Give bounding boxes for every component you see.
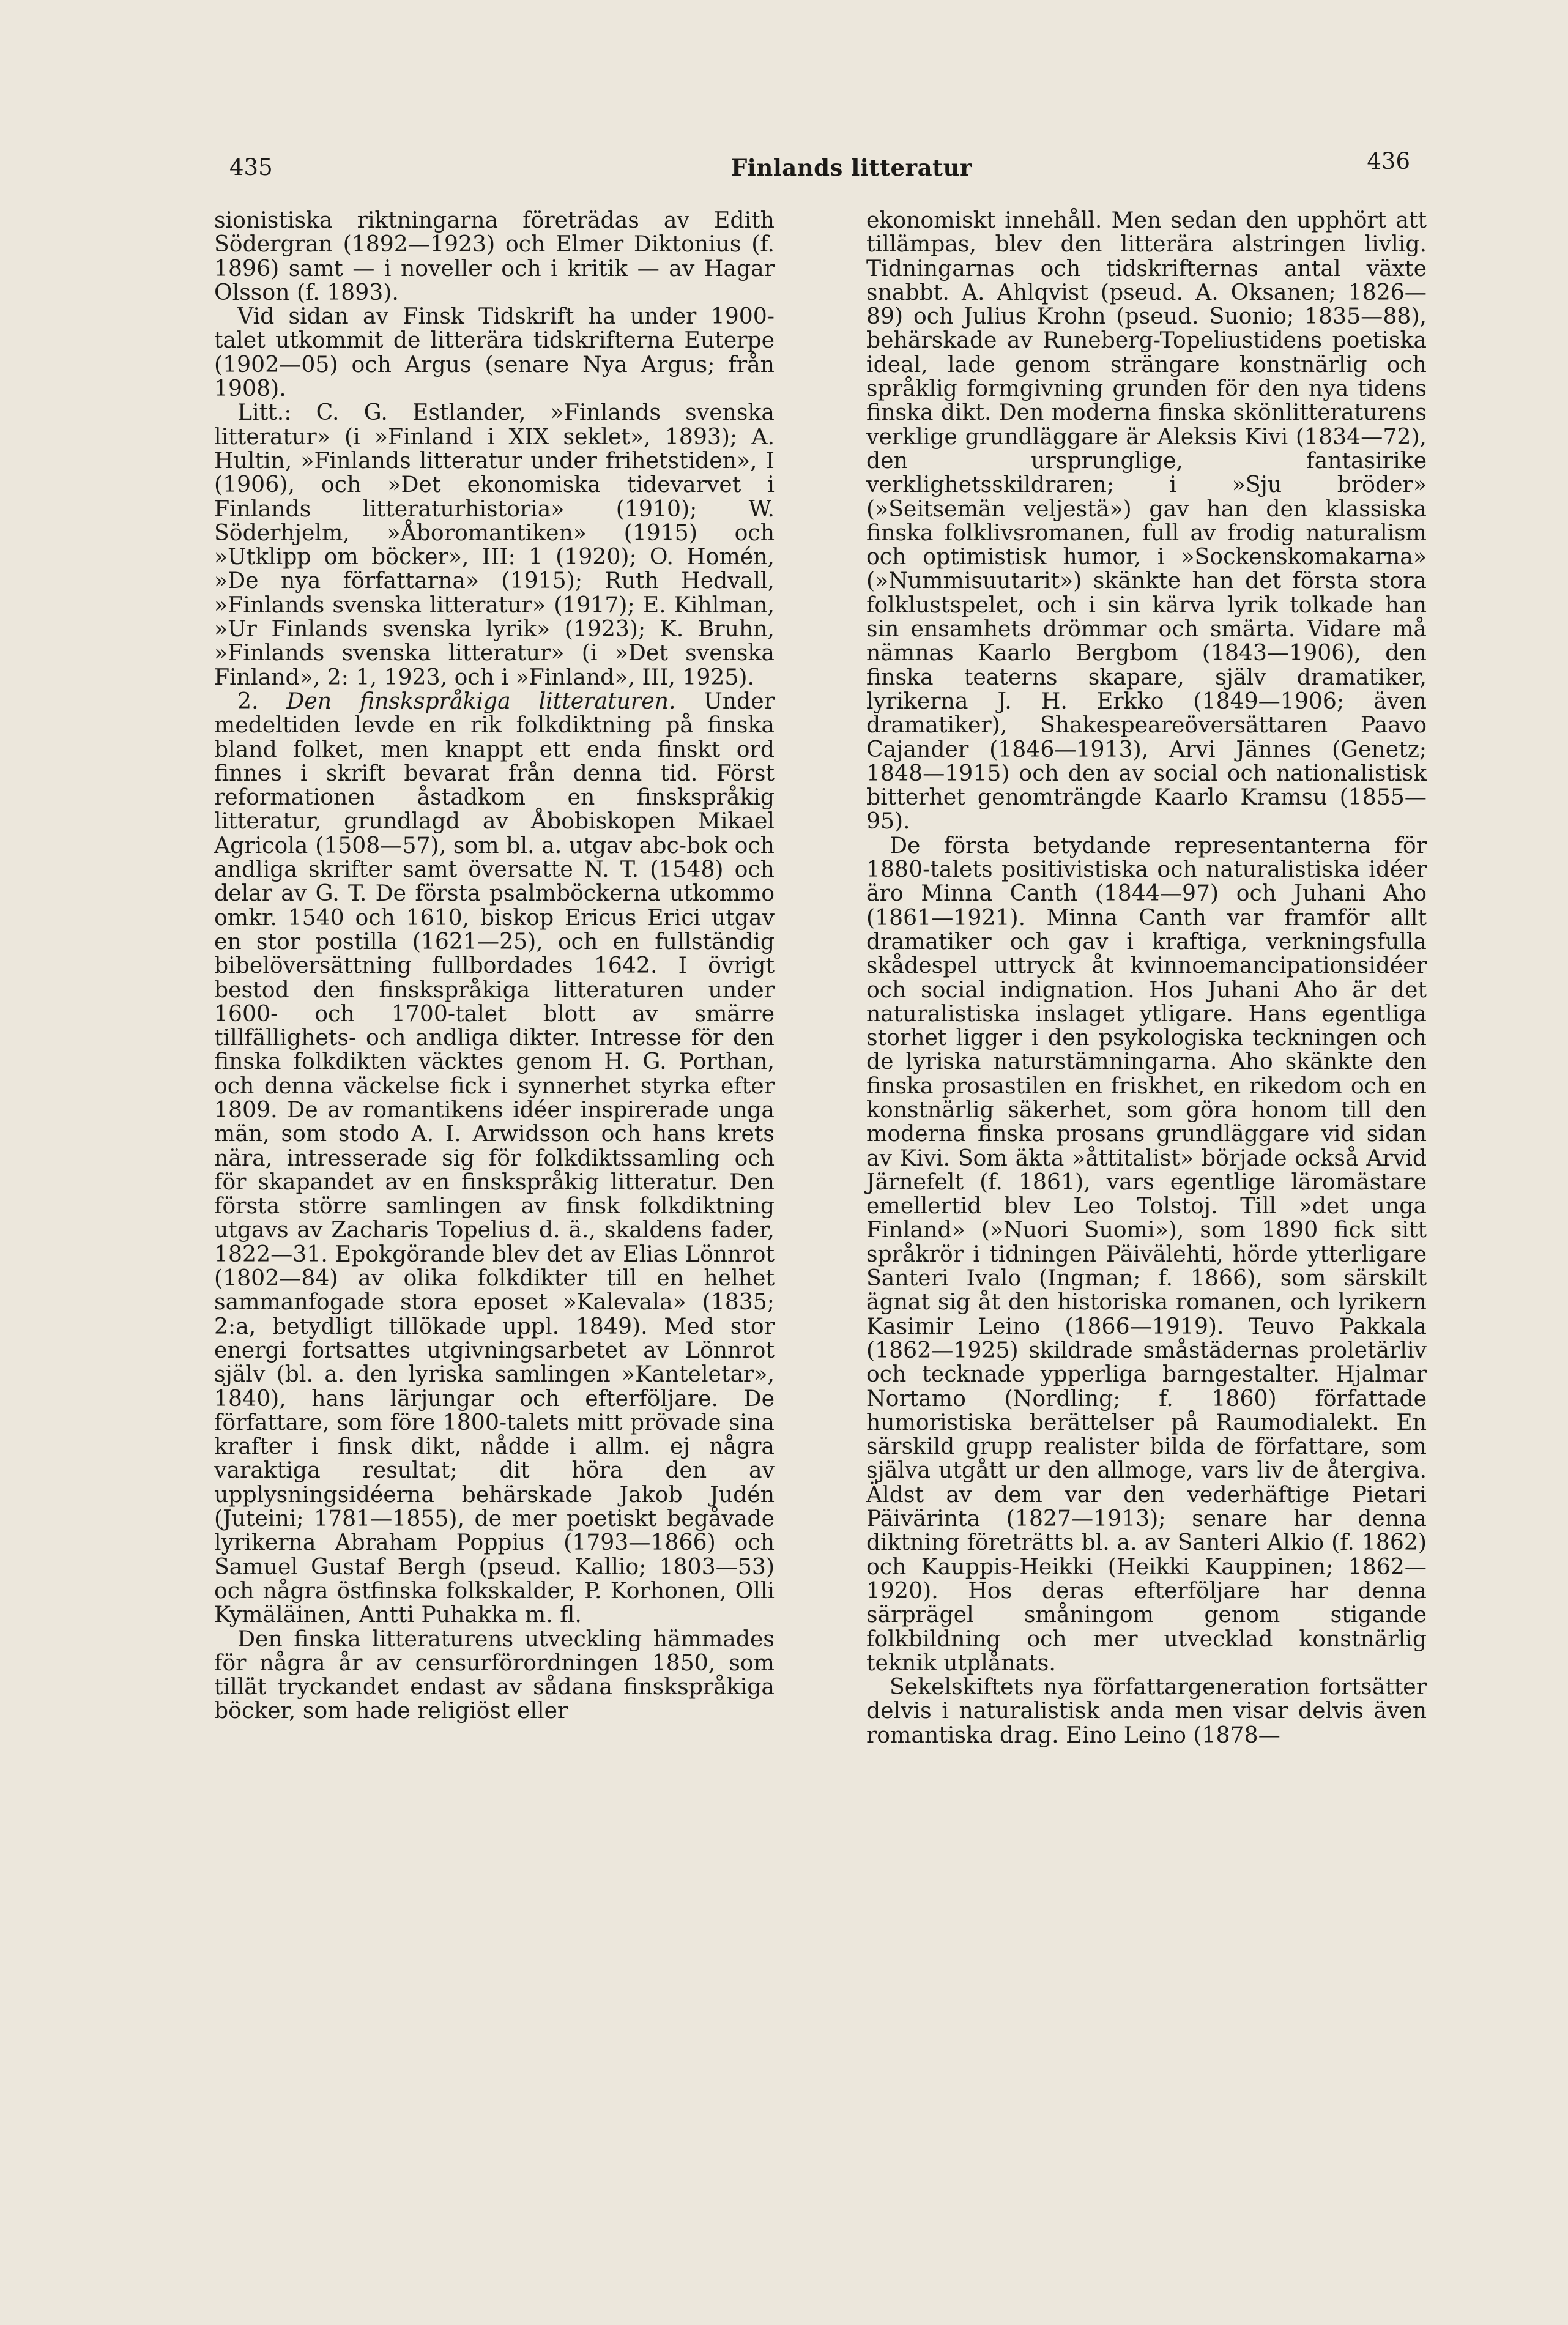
left-column <box>214 208 775 1723</box>
right-column <box>866 208 1427 1747</box>
right-page-number: 436 <box>1367 148 1410 174</box>
paragraph-right-2: De första betydande representanterna för 1880-talets positivistiska och naturalistiska idéer äro Minna Canth (1844—97) och Juhani Aho (1861—1921). Minna Canth var framför allt dramatiker och gav i kraftiga, verkningsfulla skådespel uttryck åt kvinnoemancipationsidéer och social indignation. Hos Juhani Aho är det naturalistiska inslaget ytligare. Hans egentliga storhet ligger i den psykologiska teckningen och de lyriska naturstämningarna. Aho skänkte den finska prosastilen en friskhet, en rikedom och en konstnärlig säkerhet, som göra honom till den moderna finska prosans grundläggare vid sidan av Kivi. Som äkta »åttitalist» började också Arvid Järnefelt (f. 1861), vars egentlige läromästare emellertid blev Leo Tolstoj. Till »det unga Finland» (»Nuori Suomi»), som 1890 fick sitt språkrör i tidningen Päivälehti, hörde ytterligare Santeri Ivalo (Ingman; f. 1866), som särskilt ägnat sig åt den historiska romanen, och lyrikern Kasimir Leino (1866—1919). Teuvo Pakkala (1862—1925) skildrade småstädernas proletärliv och tecknade ypperliga barngestalter. Hjalmar Nortamo (Nordling; f. 1860) författade humoristiska berättelser på Raumodialekt. En särskild grupp realister bilda de författare, som själva utgått ur den allmoge, vars liv de återgiva. Äldst av dem var den vederhäftige Pietari Päivärinta (1827—1913); senare har denna diktning företrätts bl. a. av Santeri Alkio (f. 1862) och Kauppis-Heikki (Heikki Kauppinen; 1862—1920). Hos deras efterföljare har denna särprägel småningom genom stigande folkbildning och mer utvecklad konstnärlig teknik utplånats. <box>866 831 1427 1676</box>
paragraph-left-literature: Litt.: C. G. Estlander, »Finlands svenska litteratur» (i »Finland i XIX seklet», 1893); A. Hultin, »Finlands litteratur under frihetstiden», I (1906), och »Det ekonomiska tidevarvet i Finlands litteraturhistoria» (1910); W. Söderhjelm, »Åboromantiken» (1915) och »Utklipp om böcker», III: 1 (1920); O. Homén, »De nya författarna» (1915); Ruth Hedvall, »Finlands svenska litteratur» (1917); E. Kihlman, »Ur Finlands svenska lyrik» (1923); K. Bruhn, »Finlands svenska litteratur» (i »Det svenska Finland», 2: 1, 1923, och i »Finland», III, 1925). <box>214 399 775 690</box>
paragraph-left-2: Vid sidan av Finsk Tidskrift ha under 1900-talet utkommit de litterära tidskrifterna Euterpe (1902—05) och Argus (senare Nya Argus; från 1908). <box>214 303 775 402</box>
running-title: Finlands litteratur <box>731 154 973 181</box>
left-page-number: 435 <box>229 154 273 180</box>
section-text: Under medeltiden levde en rik folkdiktning på finska bland folket, men knappt ett enda finskt ord finnes i skrift bevarat från denna tid. Först reformationen åstadkom en finskspråkig litteratur, grundlagd av Åbobiskopen Mikael Agricola (1508—57), som bl. a. utgav abc-bok och andliga skrifter samt översatte N. T. (1548) och delar av G. T. De första psalmböckerna utkommo omkr. 1540 och 1610, biskop Ericus Erici utgav en stor postilla (1621—25), och en fullständig bibelöversättning fullbordades 1642. I övrigt bestod den finskspråkiga litteraturen under 1600- och 1700-talet blott av smärre tillfällighets- och andliga dikter. Intresse för den finska folkdikten väcktes genom H. G. Porthan, och denna väckelse fick i synnerhet styrka efter 1809. De av romantikens idéer inspirerade unga män, som stodo A. I. Arwidsson och hans krets nära, intresserade sig för folkdiktssamling och för skapandet av en finskspråkig litteratur. Den första större samlingen av finsk folkdiktning utgavs av Zacharis Topelius d. ä., skaldens fader, 1822—31. Epokgörande blev det av Elias Lönnrot (1802—84) av olika folkdikter till en helhet sammanfogade stora eposet »Kalevala» (1835; 2:a, betydligt tillökade uppl. 1849). Med stor energi fortsattes utgivningsarbetet av Lönnrot själv (bl. a. den lyriska samlingen »Kanteletar», 1840), hans lärjungar och efterföljare. De författare, som före 1800-talets mitt prövade sina krafter i finsk dikt, nådde i allm. ej några varaktiga resultat; dit höra den av upplysningsidéerna behärskade Jakob Judén (Juteini; 1781—1855), de mer poetiskt begåvade lyrikerna Abraham Poppius (1793—1866) och Samuel Gustaf Bergh (pseud. Kallio; 1803—53) och några östfinska folkskalder, P. Korhonen, Olli Kymäläinen, Antti Puhakka m. fl. <box>214 687 775 1628</box>
paragraph-right-3: Sekelskiftets nya författargeneration fortsätter delvis i naturalistisk anda men visar delvis även romantiska drag. Eino Leino (1878— <box>866 1673 1427 1748</box>
page-header <box>229 148 1410 188</box>
section-number: 2. <box>237 687 259 714</box>
paragraph-left-5: Den finska litteraturens utveckling hämmades för några år av censurförordningen 1850, som tillät tryckandet endast av sådana finskspråkiga böcker, som hade religiöst eller <box>214 1625 775 1724</box>
paragraph-right-1: ekonomiskt innehåll. Men sedan den upphört att tillämpas, blev den litterära alstringen livlig. Tidningarnas och tidskrifternas antal växte snabbt. A. Ahlqvist (pseud. A. Oksanen; 1826—89) och Julius Krohn (pseud. Suonio; 1835—88), behärskade av Runeberg-Topeliustidens poetiska ideal, lade genom strängare konstnärlig och språklig formgivning grunden för den nya tidens finska dikt. Den moderna finska skönlitteraturens verklige grundläggare är Aleksis Kivi (1834—72), den ursprunglige, fantasirike verklighetsskildraren; i »Sju bröder» (»Seitsemän veljestä») gav han den klassiska finska folklivsromanen, full av frodig naturalism och optimistisk humor, i »Sockenskomakarna» (»Nummisuutarit») skänkte han det första stora folklustspelet, och i sin kärva lyrik tolkade han sin ensamhets drömmar och smärta. Vidare må nämnas Kaarlo Bergbom (1843—1906), den finska teaterns skapare, själv dramatiker, lyrikerna J. H. Erkko (1849—1906; även dramatiker), Shakespeareöversättaren Paavo Cajander (1846—1913), Arvi Jännes (Genetz; 1848—1915) och den av social och nationalistisk bitterhet genomträngde Kaarlo Kramsu (1855—95). <box>866 207 1427 835</box>
section-heading: Den finskspråkiga litteraturen. <box>286 687 676 714</box>
paragraph-left-1: sionistiska riktningarna företrädas av Edith Södergran (1892—1923) och Elmer Diktonius (f. 1896) samt — i noveller och i kritik — av Hagar Olsson (f. 1893). <box>214 207 775 305</box>
paragraph-left-section-2 <box>214 689 775 1627</box>
